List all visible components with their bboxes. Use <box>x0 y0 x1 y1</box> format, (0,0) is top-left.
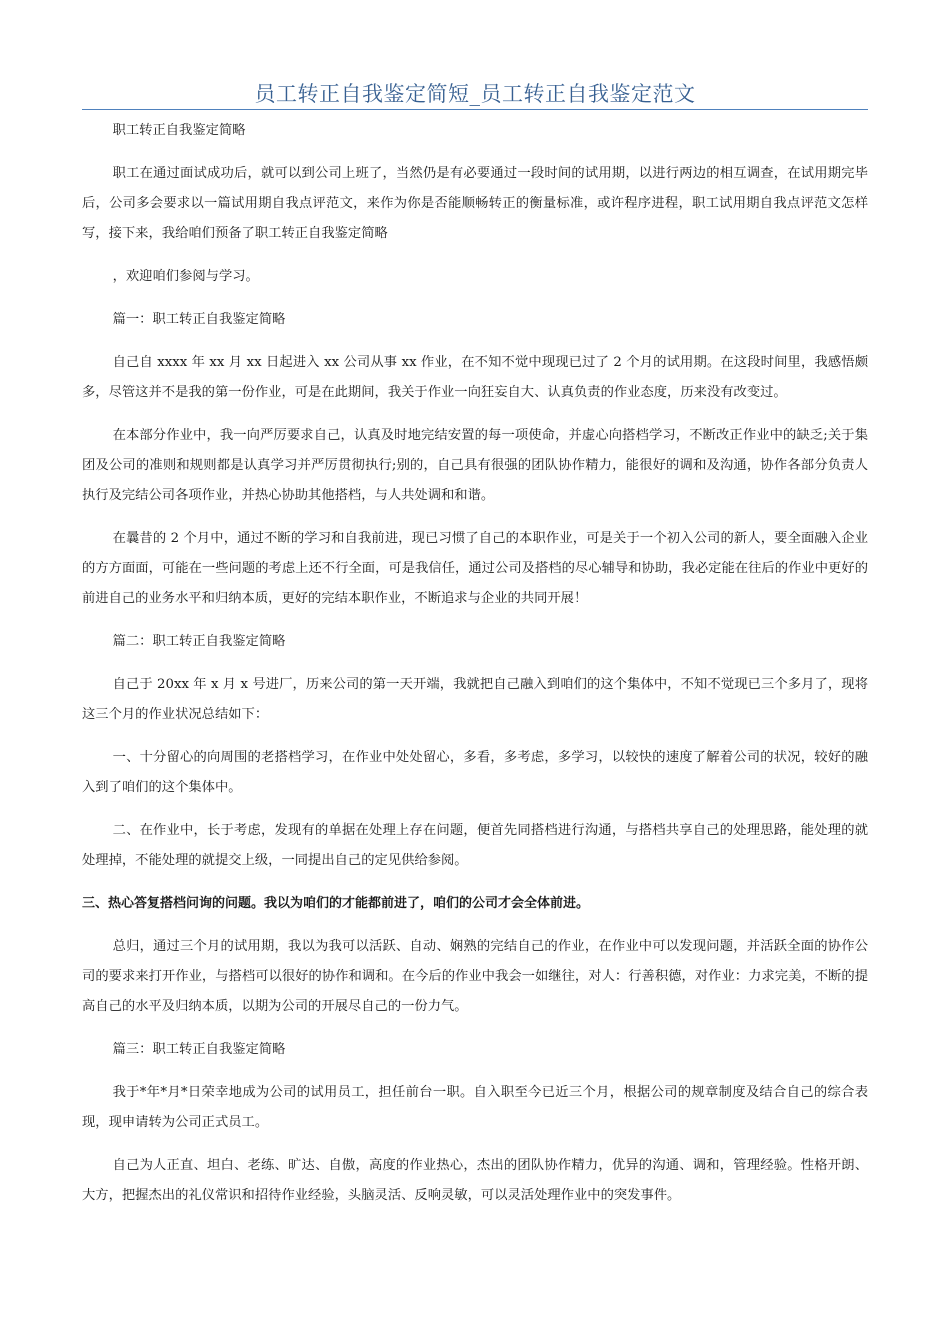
list-point-2: 二、在作业中，长于考虑，发现有的单据在处理上存在问题，便首先同搭档进行沟通，与搭档共享自己的处理思路，能处理的就处理掉，不能处理的就提交上级，一同提出自己的定见供给参阅。 <box>82 823 868 868</box>
paragraph: 自己为人正直、坦白、老练、旷达、自傲，高度的作业热心，杰出的团队协作精力，优异的沟通、调和，管理经验。性格开朗、大方，把握杰出的礼仪常识和招待作业经验，头脑灵活、反响灵敏，可以灵活处理作业中的突发事件。 <box>82 1158 868 1203</box>
paragraph: 自己自 xxxx 年 xx 月 xx 日起进入 xx 公司从事 xx 作业，在不知不觉中现现已过了 2 个月的试用期。在这段时间里，我感悟颇多，尽管这并不是我的第一份作业，可是在此期间，我关于作业一向狂妄自大、认真负责的作业态度，历来没有改变过。 <box>82 355 868 400</box>
paragraph-intro-heading: 职工转正自我鉴定简略 <box>112 123 246 138</box>
paragraph: 自己于 20xx 年 x 月 x 号进厂，历来公司的第一天开端，我就把自己融入到咱们的这个集体中，不知不觉现已三个多月了，现将这三个月的作业状况总结如下： <box>82 677 868 722</box>
paragraph: 在本部分作业中，我一向严厉要求自己，认真及时地完结安置的每一项使命，并虚心向搭档学习，不断改正作业中的缺乏;关于集团及公司的准则和规则都是认真学习并严厉贯彻执行;别的，自己具有很强的团队协作精力，能很好的调和及沟通，协作各部分负责人执行及完结公司各项作业，并热心协助其他搭档，与人共处调和和谐。 <box>82 428 868 503</box>
section-heading-1: 篇一：职工转正自我鉴定简略 <box>112 312 286 327</box>
document-title: 员工转正自我鉴定简短_员工转正自我鉴定范文 <box>254 82 696 106</box>
paragraph: 在曩昔的 2 个月中，通过不断的学习和自我前进，现已习惯了自己的本职作业，可是关于一个初入公司的新人，要全面融入企业的方方面面，可能在一些问题的考虑上还不行全面，可是我信任，通过公司及搭档的尽心辅导和协助，我必定能在往后的作业中更好的前进自己的业务水平和归纳本质，更好的完结本职作业，不断追求与企业的共同开展！ <box>82 531 868 606</box>
section-heading-3: 篇三：职工转正自我鉴定简略 <box>112 1042 286 1057</box>
list-point-1: 一、十分留心的向周围的老搭档学习，在作业中处处留心，多看，多考虑，多学习，以较快的速度了解着公司的状况，较好的融入到了咱们的这个集体中。 <box>82 750 868 795</box>
paragraph-welcome: ，欢迎咱们参阅与学习。 <box>112 269 259 284</box>
paragraph-intro: 职工在通过面试成功后，就可以到公司上班了，当然仍是有必要通过一段时间的试用期，以进行两边的相互调查，在试用期完毕后，公司多会要求以一篇试用期自我点评范文，来作为你是否能顺畅转正的衡量标准，或许程序进程，职工试用期自我点评范文怎样写，接下来，我给咱们预备了职工转正自我鉴定简略 <box>82 166 868 241</box>
section-heading-2: 篇二：职工转正自我鉴定简略 <box>112 634 286 649</box>
title-divider <box>82 109 868 110</box>
paragraph-summary: 总归，通过三个月的试用期，我以为我可以活跃、自动、娴熟的完结自己的作业，在作业中可以发现问题，并活跃全面的协作公司的要求来打开作业，与搭档可以很好的协作和调和。在今后的作业中我会一如继往，对人：行善积德，对作业：力求完美，不断的提高自己的水平及归纳本质，以期为公司的开展尽自己的一份力气。 <box>82 939 868 1014</box>
paragraph: 我于*年*月*日荣幸地成为公司的试用员工，担任前台一职。自入职至今已近三个月，根据公司的规章制度及结合自己的综合表现，现申请转为公司正式员工。 <box>82 1085 868 1130</box>
list-point-3-bold: 三、热心答复搭档问询的问题。我以为咱们的才能都前进了，咱们的公司才会全体前进。 <box>82 896 590 911</box>
document-body <box>82 116 868 1224</box>
